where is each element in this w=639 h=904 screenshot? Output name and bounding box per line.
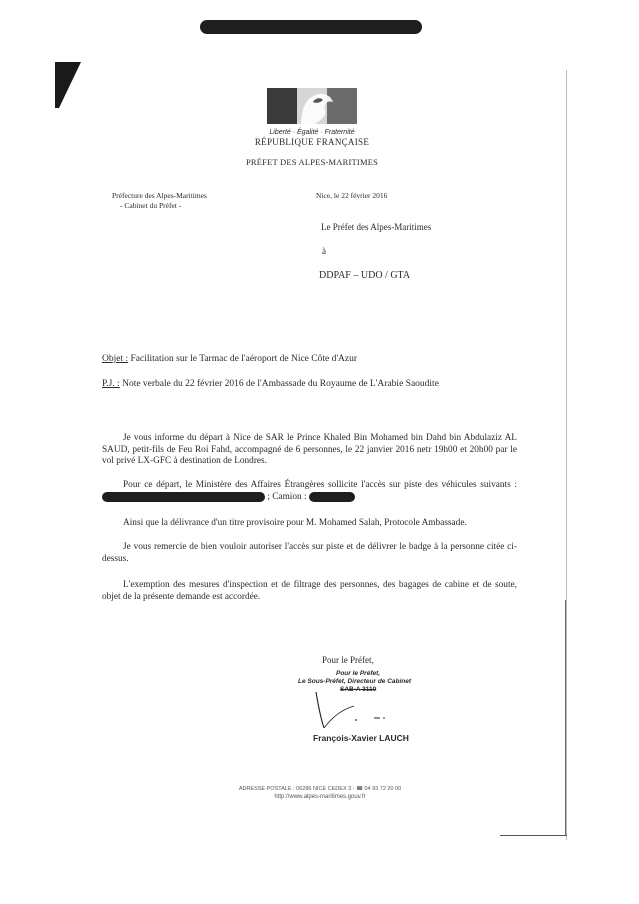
body-paragraph-2-mid: ; Camion : [267, 491, 307, 502]
pj-line [102, 379, 439, 390]
body-paragraph-4: Je vous remercie de bien vouloir autoriser l'accès sur piste et de délivrer le badge à la personne citée ci-dessus. [102, 542, 517, 564]
scan-edge-line-lower [565, 600, 566, 836]
pj-text: Note verbale du 22 février 2016 de l'Ambassade du Royaume de L'Arabie Saoudite [122, 379, 439, 389]
sender-line-1: Préfecture des Alpes-Maritimes [112, 191, 207, 200]
footer-address: ADRESSE POSTALE : 06286 NICE CEDEX 3 - ☎ 04 93 72 20 00 [238, 786, 402, 792]
recipient-to: DDPAF – UDO / GTA [319, 270, 411, 281]
objet-text: Facilitation sur le Tarmac de l'aéroport de Nice Côte d'Azur [130, 354, 358, 364]
scan-bottom-line [500, 835, 567, 836]
recipient-to-word: à [322, 246, 326, 256]
recipient-from: Le Préfet des Alpes-Maritimes [321, 222, 432, 232]
scan-edge-line [566, 70, 567, 840]
signatory-name: François-Xavier LAUCH [313, 733, 409, 743]
motto: Liberté · Égalité · Fraternité [269, 129, 355, 136]
redaction-bar-top [200, 20, 422, 34]
republic-title: RÉPUBLIQUE FRANÇAISE [254, 137, 370, 147]
footer-website: http://www.alpes-maritimes.gouv.fr [274, 794, 366, 800]
pj-label: P.J. : [102, 379, 120, 389]
objet-line [102, 354, 357, 365]
body-paragraph-2-start: Pour ce départ, le Ministère des Affaires Étrangères sollicite l'accès sur piste des véhicules suivants : [123, 480, 517, 490]
redacted-vehicles [102, 492, 265, 502]
corner-mark-icon [55, 62, 81, 108]
prefect-title: PRÉFET DES ALPES-MARITIMES [245, 157, 379, 167]
redacted-truck [309, 492, 355, 502]
sender-line-2: - Cabinet du Préfet - [120, 201, 182, 210]
body-paragraph-1: Je vous informe du départ à Nice de SAR le Prince Khaled Bin Mohamed bin Dahd bin Abdulaziz AL SAUD, petit-fils de Feu Roi Fahd, accompagné de 6 personnes, le 22 janvier 2016 netr 19h00 et 20h00 par le vol privé LX-GFC à destination de Londres. [102, 433, 517, 467]
marianne-logo [267, 88, 357, 124]
stamp-line-2: Le Sous-Préfet, Directeur de Cabinet [298, 678, 412, 685]
handwritten-signature [310, 688, 400, 732]
objet-label: Objet : [102, 354, 129, 364]
stamp-line-3: SAB-A 3110 [340, 686, 377, 693]
place-date: Nice, le 22 février 2016 [316, 191, 388, 200]
body-paragraph-5: L'exemption des mesures d'inspection et de filtrage des personnes, des bagages de cabine et de soute, objet de la présente demande est accordée. [102, 580, 517, 602]
body-paragraph-3: Ainsi que la délivrance d'un titre provisoire pour M. Mohamed Salah, Protocole Ambassade. [123, 518, 467, 528]
stamp-line-1: Pour le Préfet, [336, 670, 381, 677]
body-paragraph-2 [102, 480, 517, 503]
pour-le-prefet: Pour le Préfet, [322, 655, 374, 665]
